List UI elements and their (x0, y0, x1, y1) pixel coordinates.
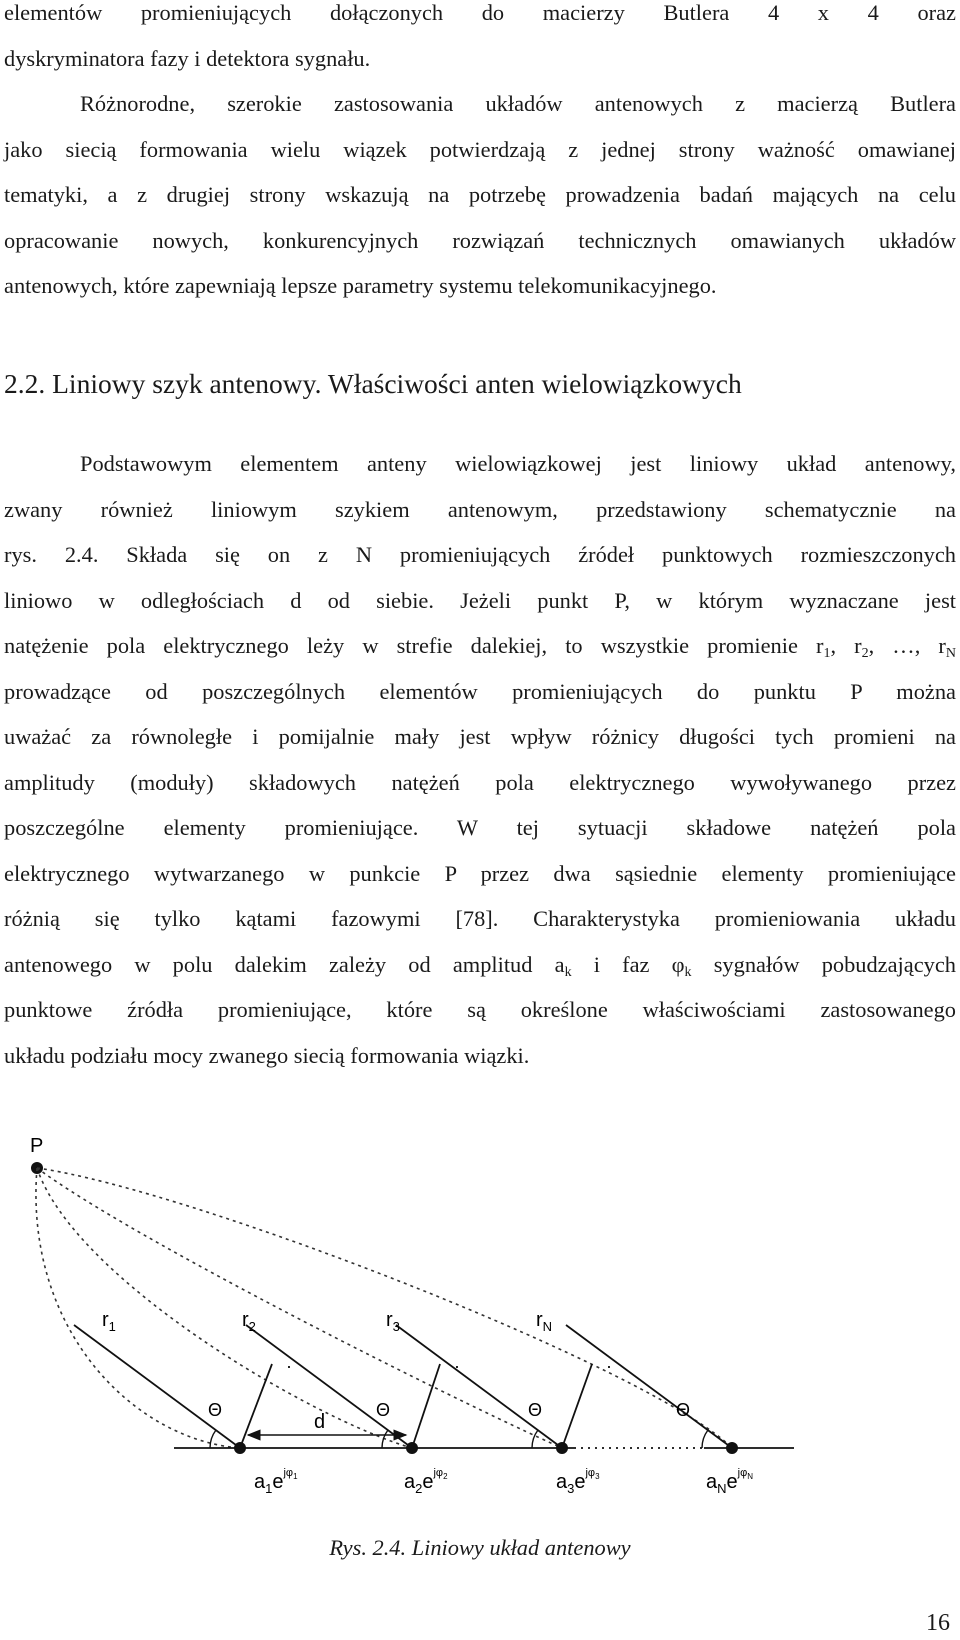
angle-label: Θ (208, 1400, 223, 1420)
exp-base: e (422, 1471, 434, 1493)
amplitude-sub: 2 (415, 1481, 423, 1496)
subscript: 2 (861, 646, 869, 661)
page-number: 16 (926, 1610, 950, 1636)
exp-base: e (574, 1471, 586, 1493)
amplitude-sub: N (717, 1481, 727, 1496)
amplitude-sub: 1 (265, 1481, 273, 1496)
exp-superscript-sub: 2 (443, 1472, 448, 1481)
text-line: prowadzące od poszczególnych elementów promieniujących do punktu P można (4, 678, 956, 704)
ray-label (536, 1309, 552, 1334)
exp-superscript-sub: 3 (595, 1472, 600, 1481)
text-line: zwany również liniowym szykiem antenowym, przedstawiony schematycznie na (4, 496, 956, 522)
amplitude-symbol: a (556, 1471, 568, 1493)
text-line: elektrycznego wytwarzanego w punkcie P przez dwa sąsiednie elementy promieniujące (4, 860, 956, 886)
exp-superscript: jφ (283, 1467, 294, 1479)
text-line: rys. 2.4. Składa się on z N promieniujących źródeł punktowych rozmieszczonych (4, 542, 956, 567)
ray-label (102, 1309, 116, 1334)
angle-arc (532, 1430, 538, 1448)
subscript: k (684, 964, 692, 980)
radiating-element (556, 1442, 568, 1454)
text-line: dyskryminatora fazy i detektora sygnału. (4, 45, 371, 71)
subscript: N (945, 646, 956, 661)
amplitude-symbol: a (706, 1471, 718, 1493)
text-line: tematyki, a z drugiej strony wskazują na potrzebę prowadzenia badań mających na celu (4, 182, 956, 207)
angle-label: Θ (528, 1400, 543, 1420)
exp-superscript-sub: N (747, 1472, 753, 1481)
text-line: punktowe źródła promieniujące, które są określone właściwościami zastosowanego (4, 997, 956, 1022)
text-line: różnią się tylko kątami fazowymi [78]. Charakterystyka promieniowania układu (4, 906, 956, 931)
ray-label (386, 1309, 400, 1334)
text-segment: , …, r (868, 633, 946, 658)
text-line (4, 942, 956, 988)
angle-arc (210, 1430, 216, 1448)
ray-line (566, 1325, 732, 1448)
exp-base: e (726, 1471, 738, 1493)
text-line: opracowanie nowych, konkurencyjnych rozwiązań technicznych omawianych układów (4, 227, 956, 253)
ray-line (74, 1325, 240, 1448)
text-line: poszczególne elementy promieniujące. W tej sytuacji składowe natężeń pola (4, 815, 956, 840)
text-line: antenowych, które zapewniają lepsze parametry systemu telekomunikacyjnego. (4, 273, 717, 298)
projection-line (412, 1364, 440, 1448)
amplitude-sub: 3 (567, 1481, 575, 1496)
ray-line (246, 1325, 412, 1448)
ray-label (242, 1309, 256, 1334)
text-segment: antenowego w polu dalekim zależy od amplitud a (4, 951, 565, 977)
exp-base: e (272, 1471, 284, 1493)
text-line (4, 623, 956, 669)
amplitude-symbol: a (404, 1471, 416, 1493)
projection-line (562, 1364, 592, 1448)
text-line: liniowo w odległościach d od siebie. Jeżeli punkt P, w którym wyznaczane jest (4, 587, 956, 613)
ray-label-base: r (102, 1309, 109, 1331)
distance-label: d (314, 1411, 326, 1433)
paragraph (4, 441, 956, 1078)
subscript: 1 (823, 646, 831, 661)
element-excitation-label (556, 1467, 600, 1496)
text-line: Różnorodne, szerokie zastosowania układów antenowych z macierzą Butlera (80, 91, 956, 116)
angle-label: Θ (376, 1400, 391, 1420)
ray-label-sub: 3 (392, 1319, 400, 1334)
text-segment: i faz φ (571, 951, 685, 977)
angle-arc (702, 1430, 708, 1448)
right-angle-mark: · (606, 1356, 612, 1376)
radiating-element (726, 1442, 738, 1454)
text-segment: natężenie pola elektrycznego leży w strefie dalekiej, to wszystkie promienie r (4, 633, 824, 658)
dotted-ray (37, 1168, 562, 1448)
ray-label-sub: N (542, 1319, 553, 1334)
ray-line (396, 1325, 562, 1448)
ray-label-base: r (536, 1309, 543, 1331)
radiating-element (234, 1442, 246, 1454)
text-line: Podstawowym elementem anteny wielowiązkowej jest liniowy układ antenowy, (80, 451, 956, 476)
element-excitation-label (404, 1467, 448, 1496)
element-excitation-label (706, 1467, 753, 1496)
linear-array-diagram (14, 1130, 814, 1530)
text-segment: sygnałów pobudzających (691, 951, 956, 977)
text-line: amplitudy (moduły) składowych natężeń pola elektrycznego wywoływanego przez (4, 769, 956, 795)
angle-label: Θ (676, 1400, 691, 1420)
amplitude-symbol: a (254, 1471, 266, 1493)
right-angle-mark: · (454, 1356, 460, 1376)
text-line: uważać za równoległe i pomijalnie mały jest wpływ różnicy długości tych promieni na (4, 724, 956, 749)
radiating-element (406, 1442, 418, 1454)
ray-label-sub: 2 (248, 1319, 256, 1334)
text-line: układu podziału mocy zwanego siecią formowania wiązki. (4, 1042, 530, 1068)
section-heading: 2.2. Liniowy szyk antenowy. Właściwości anten wielowiązkowych (4, 368, 742, 399)
subscript: k (564, 964, 572, 980)
exp-superscript: jφ (433, 1467, 444, 1479)
linear-array-figure (14, 1130, 814, 1530)
element-excitation-label (254, 1467, 298, 1496)
text-line: elementów promieniujących dołączonych do macierzy Butlera 4 x 4 oraz (4, 0, 956, 25)
exp-superscript: jφ (737, 1467, 748, 1479)
ray-label-base: r (386, 1309, 393, 1331)
paragraph-continuation (4, 0, 956, 81)
ray-label-base: r (242, 1309, 249, 1331)
ray-label-sub: 1 (108, 1319, 116, 1334)
right-angle-mark: · (286, 1356, 292, 1376)
paragraph (4, 81, 956, 309)
figure-caption: Rys. 2.4. Liniowy układ antenowy (329, 1535, 631, 1560)
text-line: jako siecią formowania wielu wiązek potwierdzają z jednej strony ważność omawianej (4, 136, 956, 162)
exp-superscript-sub: 1 (293, 1472, 298, 1481)
text-segment: , r (830, 633, 862, 658)
exp-superscript: jφ (585, 1467, 596, 1479)
point-label: P (30, 1135, 44, 1157)
